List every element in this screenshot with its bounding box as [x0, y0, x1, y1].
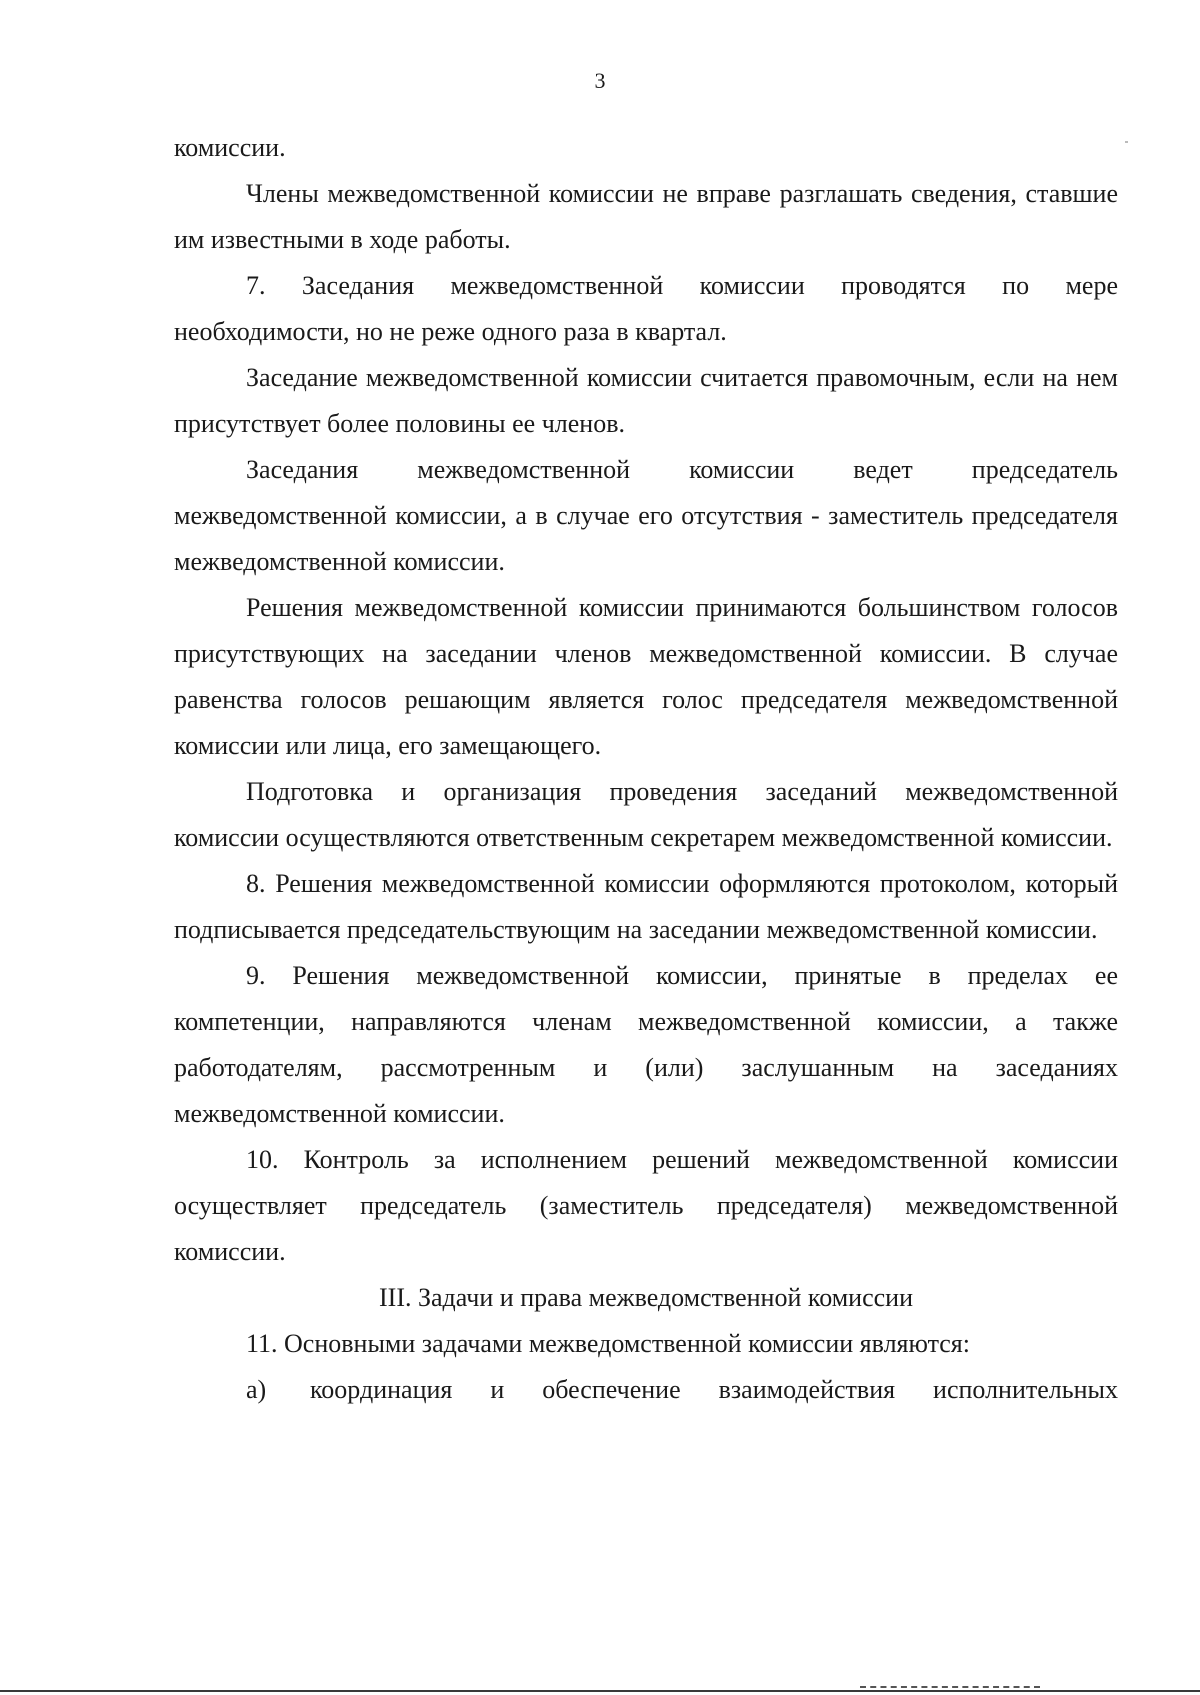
paragraph-item-10: 10. Контроль за исполнением решений межведомственной комиссии осуществляет председатель (заместитель председателя) межведомственной комиссии.	[174, 1145, 1118, 1266]
section-heading: III. Задачи и права межведомственной комиссии	[379, 1283, 913, 1312]
scan-bottom-edge	[0, 1690, 1200, 1692]
page-number: 3	[594, 68, 606, 93]
document-body	[174, 125, 1118, 1413]
paragraph-preparation: Подготовка и организация проведения заседаний межведомственной комиссии осуществляются ответственным секретарем межведомственной комиссии.	[174, 777, 1118, 852]
list-marker: а)	[246, 1375, 267, 1404]
paragraph-continuation: комиссии.	[174, 133, 286, 162]
paragraph-quorum: Заседание межведомственной комиссии считается правомочным, если на нем присутствует более половины ее членов.	[174, 363, 1118, 438]
paragraph-item-7: 7. Заседания межведомственной комиссии проводятся по мере необходимости, но не реже одного раза в квартал.	[174, 271, 1118, 346]
paragraph-confidentiality: Члены межведомственной комиссии не вправе разглашать сведения, ставшие им известными в ходе работы.	[174, 179, 1118, 254]
paragraph-item-9: 9. Решения межведомственной комиссии, принятые в пределах ее компетенции, направляются членам межведомственной комиссии, а также работодателям, рассмотренным и (или) заслушанным на заседаниях межведомственной комиссии.	[174, 961, 1118, 1128]
list-item-text: координация и обеспечение взаимодействия исполнительных	[310, 1375, 1118, 1404]
paragraph-decisions: Решения межведомственной комиссии принимаются большинством голосов присутствующих на заседании членов межведомственной комиссии. В случае равенства голосов решающим является голос председателя межведомственной комиссии или лица, его замещающего.	[174, 593, 1118, 760]
paragraph-item-11: 11. Основными задачами межведомственной комиссии являются:	[246, 1329, 970, 1358]
list-item-a	[174, 1367, 1118, 1413]
scan-speck	[1125, 141, 1128, 143]
paragraph-item-8: 8. Решения межведомственной комиссии оформляются протоколом, который подписывается председательствующим на заседании межведомственной комиссии.	[174, 869, 1118, 944]
paragraph-chair: Заседания межведомственной комиссии ведет председатель межведомственной комиссии, а в случае его отсутствия - заместитель председателя межведомственной комиссии.	[174, 455, 1118, 576]
